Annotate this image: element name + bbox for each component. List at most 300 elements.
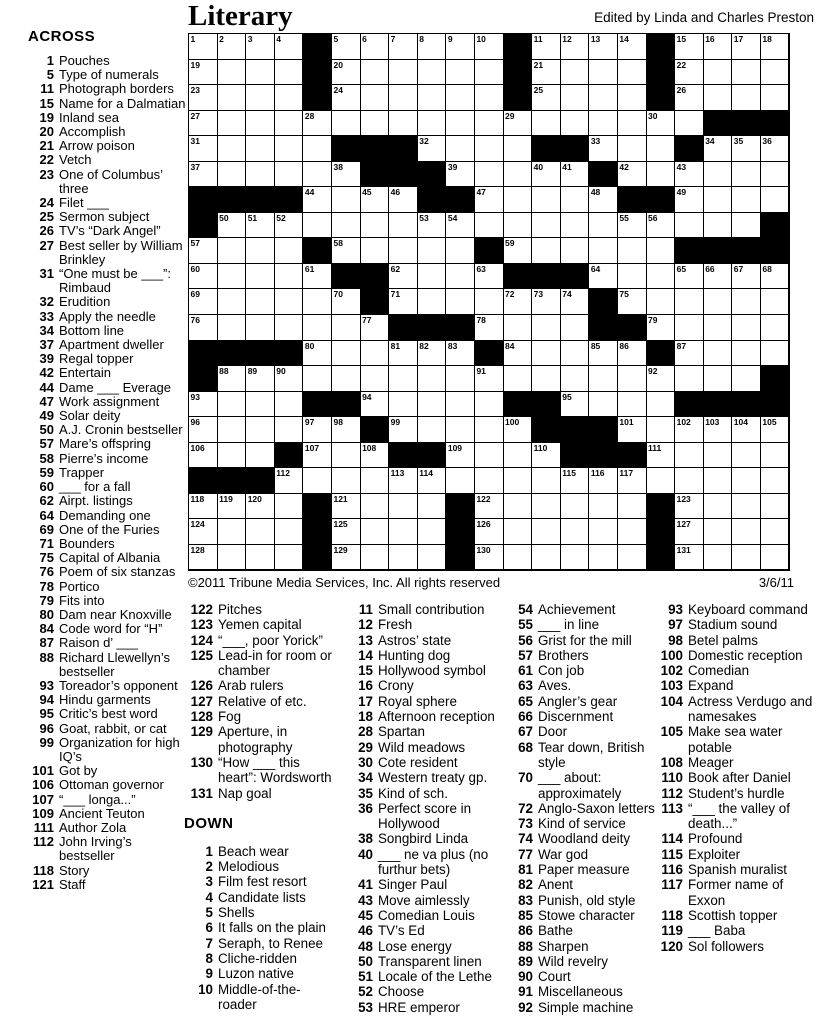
grid-cell[interactable]: [561, 85, 590, 111]
grid-cell[interactable]: [761, 60, 790, 86]
grid-cell[interactable]: [275, 519, 304, 545]
grid-cell[interactable]: [389, 60, 418, 86]
grid-cell[interactable]: [418, 494, 447, 520]
grid-cell[interactable]: [303, 213, 332, 239]
grid-cell[interactable]: [389, 519, 418, 545]
grid-cell[interactable]: [732, 341, 761, 367]
grid-cell[interactable]: [675, 264, 704, 290]
grid-cell[interactable]: [761, 443, 790, 469]
grid-cell[interactable]: [446, 289, 475, 315]
grid-cell[interactable]: [303, 341, 332, 367]
grid-cell[interactable]: [275, 213, 304, 239]
grid-cell[interactable]: [446, 34, 475, 60]
grid-cell[interactable]: [275, 392, 304, 418]
grid-cell[interactable]: [418, 111, 447, 137]
grid-cell[interactable]: [761, 289, 790, 315]
grid-cell[interactable]: [332, 187, 361, 213]
grid-cell[interactable]: [704, 545, 733, 571]
grid-cell[interactable]: [561, 392, 590, 418]
grid-cell[interactable]: [246, 315, 275, 341]
grid-cell[interactable]: [361, 315, 390, 341]
grid-cell[interactable]: [475, 443, 504, 469]
grid-cell[interactable]: [475, 519, 504, 545]
grid-cell[interactable]: [361, 85, 390, 111]
grid-cell[interactable]: [189, 494, 218, 520]
grid-cell[interactable]: [504, 443, 533, 469]
grid-cell[interactable]: [446, 60, 475, 86]
grid-cell[interactable]: [675, 34, 704, 60]
grid-cell[interactable]: [275, 162, 304, 188]
grid-cell[interactable]: [361, 60, 390, 86]
grid-cell[interactable]: [704, 366, 733, 392]
grid-cell[interactable]: [275, 417, 304, 443]
grid-cell[interactable]: [446, 341, 475, 367]
grid-cell[interactable]: [647, 468, 676, 494]
grid-cell[interactable]: [704, 136, 733, 162]
grid-cell[interactable]: [303, 187, 332, 213]
grid-cell[interactable]: [218, 545, 247, 571]
grid-cell[interactable]: [675, 315, 704, 341]
grid-cell[interactable]: [475, 264, 504, 290]
grid-cell[interactable]: [475, 136, 504, 162]
grid-cell[interactable]: [704, 85, 733, 111]
grid-cell[interactable]: [504, 494, 533, 520]
grid-cell[interactable]: [275, 315, 304, 341]
grid-cell[interactable]: [675, 187, 704, 213]
grid-cell[interactable]: [332, 315, 361, 341]
grid-cell[interactable]: [732, 315, 761, 341]
grid-cell[interactable]: [675, 468, 704, 494]
grid-cell[interactable]: [589, 545, 618, 571]
grid-cell[interactable]: [189, 136, 218, 162]
grid-cell[interactable]: [189, 162, 218, 188]
grid-cell[interactable]: [418, 545, 447, 571]
grid-cell[interactable]: [246, 136, 275, 162]
grid-cell[interactable]: [732, 545, 761, 571]
grid-cell[interactable]: [475, 468, 504, 494]
grid-cell[interactable]: [589, 341, 618, 367]
grid-cell[interactable]: [218, 85, 247, 111]
grid-cell[interactable]: [246, 494, 275, 520]
grid-cell[interactable]: [761, 417, 790, 443]
grid-cell[interactable]: [532, 85, 561, 111]
grid-cell[interactable]: [732, 60, 761, 86]
grid-cell[interactable]: [675, 85, 704, 111]
grid-cell[interactable]: [418, 60, 447, 86]
grid-cell[interactable]: [389, 111, 418, 137]
grid-cell[interactable]: [275, 366, 304, 392]
grid-cell[interactable]: [446, 264, 475, 290]
grid-cell[interactable]: [418, 213, 447, 239]
grid-cell[interactable]: [675, 545, 704, 571]
grid-cell[interactable]: [647, 366, 676, 392]
grid-cell[interactable]: [389, 238, 418, 264]
grid-cell[interactable]: [504, 341, 533, 367]
grid-cell[interactable]: [504, 545, 533, 571]
grid-cell[interactable]: [475, 60, 504, 86]
grid-cell[interactable]: [532, 519, 561, 545]
grid-cell[interactable]: [504, 366, 533, 392]
grid-cell[interactable]: [218, 162, 247, 188]
grid-cell[interactable]: [675, 366, 704, 392]
grid-cell[interactable]: [618, 111, 647, 137]
grid-cell[interactable]: [475, 162, 504, 188]
grid-cell[interactable]: [618, 392, 647, 418]
grid-cell[interactable]: [218, 136, 247, 162]
grid-cell[interactable]: [189, 417, 218, 443]
grid-cell[interactable]: [218, 34, 247, 60]
grid-cell[interactable]: [732, 417, 761, 443]
grid-cell[interactable]: [761, 545, 790, 571]
grid-cell[interactable]: [761, 136, 790, 162]
grid-cell[interactable]: [675, 213, 704, 239]
grid-cell[interactable]: [418, 264, 447, 290]
grid-cell[interactable]: [561, 341, 590, 367]
grid-cell[interactable]: [446, 366, 475, 392]
grid-cell[interactable]: [361, 392, 390, 418]
grid-cell[interactable]: [761, 187, 790, 213]
grid-cell[interactable]: [504, 136, 533, 162]
grid-cell[interactable]: [389, 366, 418, 392]
grid-cell[interactable]: [675, 60, 704, 86]
grid-cell[interactable]: [275, 136, 304, 162]
grid-cell[interactable]: [618, 519, 647, 545]
grid-cell[interactable]: [618, 468, 647, 494]
grid-cell[interactable]: [218, 443, 247, 469]
grid-cell[interactable]: [732, 187, 761, 213]
grid-cell[interactable]: [618, 264, 647, 290]
grid-cell[interactable]: [303, 468, 332, 494]
grid-cell[interactable]: [761, 341, 790, 367]
grid-cell[interactable]: [332, 545, 361, 571]
grid-cell[interactable]: [504, 417, 533, 443]
grid-cell[interactable]: [303, 136, 332, 162]
grid-cell[interactable]: [332, 519, 361, 545]
grid-cell[interactable]: [675, 417, 704, 443]
grid-cell[interactable]: [675, 519, 704, 545]
grid-cell[interactable]: [532, 315, 561, 341]
grid-cell[interactable]: [332, 289, 361, 315]
grid-cell[interactable]: [732, 136, 761, 162]
grid-cell[interactable]: [218, 60, 247, 86]
grid-cell[interactable]: [275, 60, 304, 86]
grid-cell[interactable]: [361, 494, 390, 520]
grid-cell[interactable]: [647, 392, 676, 418]
grid-cell[interactable]: [732, 213, 761, 239]
grid-cell[interactable]: [189, 443, 218, 469]
grid-cell[interactable]: [561, 315, 590, 341]
grid-cell[interactable]: [675, 111, 704, 137]
grid-cell[interactable]: [446, 213, 475, 239]
grid-cell[interactable]: [332, 34, 361, 60]
grid-cell[interactable]: [275, 468, 304, 494]
grid-cell[interactable]: [332, 85, 361, 111]
grid-cell[interactable]: [732, 519, 761, 545]
grid-cell[interactable]: [704, 162, 733, 188]
grid-cell[interactable]: [332, 111, 361, 137]
grid-cell[interactable]: [761, 162, 790, 188]
grid-cell[interactable]: [532, 545, 561, 571]
grid-cell[interactable]: [361, 111, 390, 137]
grid-cell[interactable]: [275, 494, 304, 520]
grid-cell[interactable]: [504, 187, 533, 213]
grid-cell[interactable]: [246, 417, 275, 443]
grid-cell[interactable]: [589, 111, 618, 137]
grid-cell[interactable]: [189, 85, 218, 111]
grid-cell[interactable]: [647, 213, 676, 239]
grid-cell[interactable]: [332, 468, 361, 494]
grid-cell[interactable]: [561, 162, 590, 188]
grid-cell[interactable]: [218, 238, 247, 264]
grid-cell[interactable]: [732, 468, 761, 494]
grid-cell[interactable]: [361, 443, 390, 469]
grid-cell[interactable]: [446, 85, 475, 111]
grid-cell[interactable]: [389, 545, 418, 571]
grid-cell[interactable]: [389, 85, 418, 111]
grid-cell[interactable]: [589, 519, 618, 545]
grid-cell[interactable]: [303, 264, 332, 290]
grid-cell[interactable]: [303, 443, 332, 469]
grid-cell[interactable]: [761, 34, 790, 60]
grid-cell[interactable]: [561, 545, 590, 571]
grid-cell[interactable]: [504, 315, 533, 341]
grid-cell[interactable]: [561, 366, 590, 392]
grid-cell[interactable]: [303, 315, 332, 341]
grid-cell[interactable]: [303, 111, 332, 137]
grid-cell[interactable]: [389, 213, 418, 239]
grid-cell[interactable]: [704, 187, 733, 213]
grid-cell[interactable]: [418, 85, 447, 111]
grid-cell[interactable]: [332, 494, 361, 520]
grid-cell[interactable]: [504, 213, 533, 239]
grid-cell[interactable]: [389, 341, 418, 367]
grid-cell[interactable]: [589, 136, 618, 162]
grid-cell[interactable]: [647, 315, 676, 341]
grid-cell[interactable]: [218, 519, 247, 545]
grid-cell[interactable]: [361, 468, 390, 494]
grid-cell[interactable]: [218, 213, 247, 239]
grid-cell[interactable]: [475, 545, 504, 571]
grid-cell[interactable]: [189, 545, 218, 571]
grid-cell[interactable]: [446, 443, 475, 469]
grid-cell[interactable]: [675, 289, 704, 315]
grid-cell[interactable]: [589, 468, 618, 494]
grid-cell[interactable]: [218, 264, 247, 290]
grid-cell[interactable]: [704, 519, 733, 545]
grid-cell[interactable]: [446, 136, 475, 162]
grid-cell[interactable]: [189, 519, 218, 545]
grid-cell[interactable]: [704, 468, 733, 494]
grid-cell[interactable]: [704, 443, 733, 469]
grid-cell[interactable]: [418, 366, 447, 392]
grid-cell[interactable]: [618, 494, 647, 520]
grid-cell[interactable]: [246, 85, 275, 111]
grid-cell[interactable]: [561, 34, 590, 60]
grid-cell[interactable]: [275, 85, 304, 111]
grid-cell[interactable]: [647, 264, 676, 290]
grid-cell[interactable]: [332, 213, 361, 239]
grid-cell[interactable]: [475, 494, 504, 520]
grid-cell[interactable]: [561, 187, 590, 213]
grid-cell[interactable]: [532, 366, 561, 392]
grid-cell[interactable]: [704, 34, 733, 60]
grid-cell[interactable]: [561, 238, 590, 264]
grid-cell[interactable]: [589, 187, 618, 213]
grid-cell[interactable]: [589, 60, 618, 86]
grid-cell[interactable]: [303, 417, 332, 443]
grid-cell[interactable]: [761, 264, 790, 290]
grid-cell[interactable]: [246, 60, 275, 86]
grid-cell[interactable]: [446, 417, 475, 443]
grid-cell[interactable]: [704, 264, 733, 290]
grid-cell[interactable]: [761, 494, 790, 520]
grid-cell[interactable]: [532, 34, 561, 60]
grid-cell[interactable]: [389, 392, 418, 418]
grid-cell[interactable]: [704, 417, 733, 443]
grid-cell[interactable]: [389, 187, 418, 213]
grid-cell[interactable]: [189, 238, 218, 264]
grid-cell[interactable]: [246, 162, 275, 188]
grid-cell[interactable]: [332, 60, 361, 86]
grid-cell[interactable]: [218, 315, 247, 341]
grid-cell[interactable]: [361, 187, 390, 213]
grid-cell[interactable]: [332, 238, 361, 264]
grid-cell[interactable]: [475, 187, 504, 213]
grid-cell[interactable]: [618, 417, 647, 443]
grid-cell[interactable]: [647, 162, 676, 188]
grid-cell[interactable]: [532, 238, 561, 264]
grid-cell[interactable]: [275, 111, 304, 137]
grid-cell[interactable]: [361, 238, 390, 264]
grid-cell[interactable]: [589, 366, 618, 392]
grid-cell[interactable]: [675, 443, 704, 469]
grid-cell[interactable]: [732, 494, 761, 520]
grid-cell[interactable]: [189, 34, 218, 60]
grid-cell[interactable]: [561, 289, 590, 315]
grid-cell[interactable]: [303, 366, 332, 392]
grid-cell[interactable]: [418, 468, 447, 494]
grid-cell[interactable]: [704, 494, 733, 520]
grid-cell[interactable]: [532, 341, 561, 367]
grid-cell[interactable]: [589, 238, 618, 264]
grid-cell[interactable]: [761, 519, 790, 545]
grid-cell[interactable]: [189, 315, 218, 341]
grid-cell[interactable]: [504, 111, 533, 137]
grid-cell[interactable]: [389, 468, 418, 494]
grid-cell[interactable]: [275, 238, 304, 264]
grid-cell[interactable]: [618, 366, 647, 392]
grid-cell[interactable]: [532, 187, 561, 213]
grid-cell[interactable]: [332, 341, 361, 367]
grid-cell[interactable]: [446, 238, 475, 264]
grid-cell[interactable]: [704, 341, 733, 367]
grid-cell[interactable]: [418, 417, 447, 443]
grid-cell[interactable]: [389, 34, 418, 60]
grid-cell[interactable]: [675, 341, 704, 367]
grid-cell[interactable]: [246, 392, 275, 418]
grid-cell[interactable]: [332, 417, 361, 443]
grid-cell[interactable]: [361, 519, 390, 545]
grid-cell[interactable]: [618, 34, 647, 60]
grid-cell[interactable]: [704, 289, 733, 315]
grid-cell[interactable]: [732, 162, 761, 188]
grid-cell[interactable]: [361, 213, 390, 239]
grid-cell[interactable]: [446, 468, 475, 494]
grid-cell[interactable]: [732, 85, 761, 111]
grid-cell[interactable]: [246, 519, 275, 545]
grid-cell[interactable]: [275, 289, 304, 315]
grid-cell[interactable]: [475, 111, 504, 137]
grid-cell[interactable]: [475, 392, 504, 418]
grid-cell[interactable]: [475, 213, 504, 239]
grid-cell[interactable]: [504, 238, 533, 264]
grid-cell[interactable]: [189, 264, 218, 290]
grid-cell[interactable]: [618, 213, 647, 239]
grid-cell[interactable]: [675, 494, 704, 520]
grid-cell[interactable]: [561, 468, 590, 494]
grid-cell[interactable]: [589, 213, 618, 239]
grid-cell[interactable]: [389, 264, 418, 290]
grid-cell[interactable]: [504, 289, 533, 315]
grid-cell[interactable]: [475, 417, 504, 443]
grid-cell[interactable]: [504, 162, 533, 188]
grid-cell[interactable]: [561, 60, 590, 86]
grid-cell[interactable]: [361, 34, 390, 60]
grid-cell[interactable]: [418, 136, 447, 162]
grid-cell[interactable]: [246, 111, 275, 137]
grid-cell[interactable]: [189, 289, 218, 315]
grid-cell[interactable]: [246, 264, 275, 290]
grid-cell[interactable]: [647, 443, 676, 469]
grid-cell[interactable]: [275, 34, 304, 60]
grid-cell[interactable]: [618, 162, 647, 188]
grid-cell[interactable]: [303, 162, 332, 188]
grid-cell[interactable]: [246, 289, 275, 315]
grid-cell[interactable]: [361, 341, 390, 367]
grid-cell[interactable]: [475, 34, 504, 60]
grid-cell[interactable]: [704, 213, 733, 239]
grid-cell[interactable]: [389, 289, 418, 315]
grid-cell[interactable]: [532, 162, 561, 188]
grid-cell[interactable]: [761, 315, 790, 341]
grid-cell[interactable]: [218, 494, 247, 520]
grid-cell[interactable]: [732, 264, 761, 290]
grid-cell[interactable]: [647, 417, 676, 443]
grid-cell[interactable]: [761, 85, 790, 111]
grid-cell[interactable]: [732, 443, 761, 469]
grid-cell[interactable]: [589, 494, 618, 520]
grid-cell[interactable]: [303, 289, 332, 315]
grid-cell[interactable]: [189, 60, 218, 86]
grid-cell[interactable]: [446, 392, 475, 418]
grid-cell[interactable]: [361, 545, 390, 571]
grid-cell[interactable]: [418, 519, 447, 545]
grid-cell[interactable]: [389, 494, 418, 520]
grid-cell[interactable]: [218, 366, 247, 392]
grid-cell[interactable]: [589, 85, 618, 111]
grid-cell[interactable]: [704, 60, 733, 86]
grid-cell[interactable]: [675, 162, 704, 188]
grid-cell[interactable]: [561, 213, 590, 239]
grid-cell[interactable]: [246, 213, 275, 239]
grid-cell[interactable]: [446, 162, 475, 188]
grid-cell[interactable]: [761, 468, 790, 494]
grid-cell[interactable]: [647, 111, 676, 137]
grid-cell[interactable]: [418, 238, 447, 264]
grid-cell[interactable]: [332, 366, 361, 392]
grid-cell[interactable]: [532, 494, 561, 520]
grid-cell[interactable]: [647, 238, 676, 264]
